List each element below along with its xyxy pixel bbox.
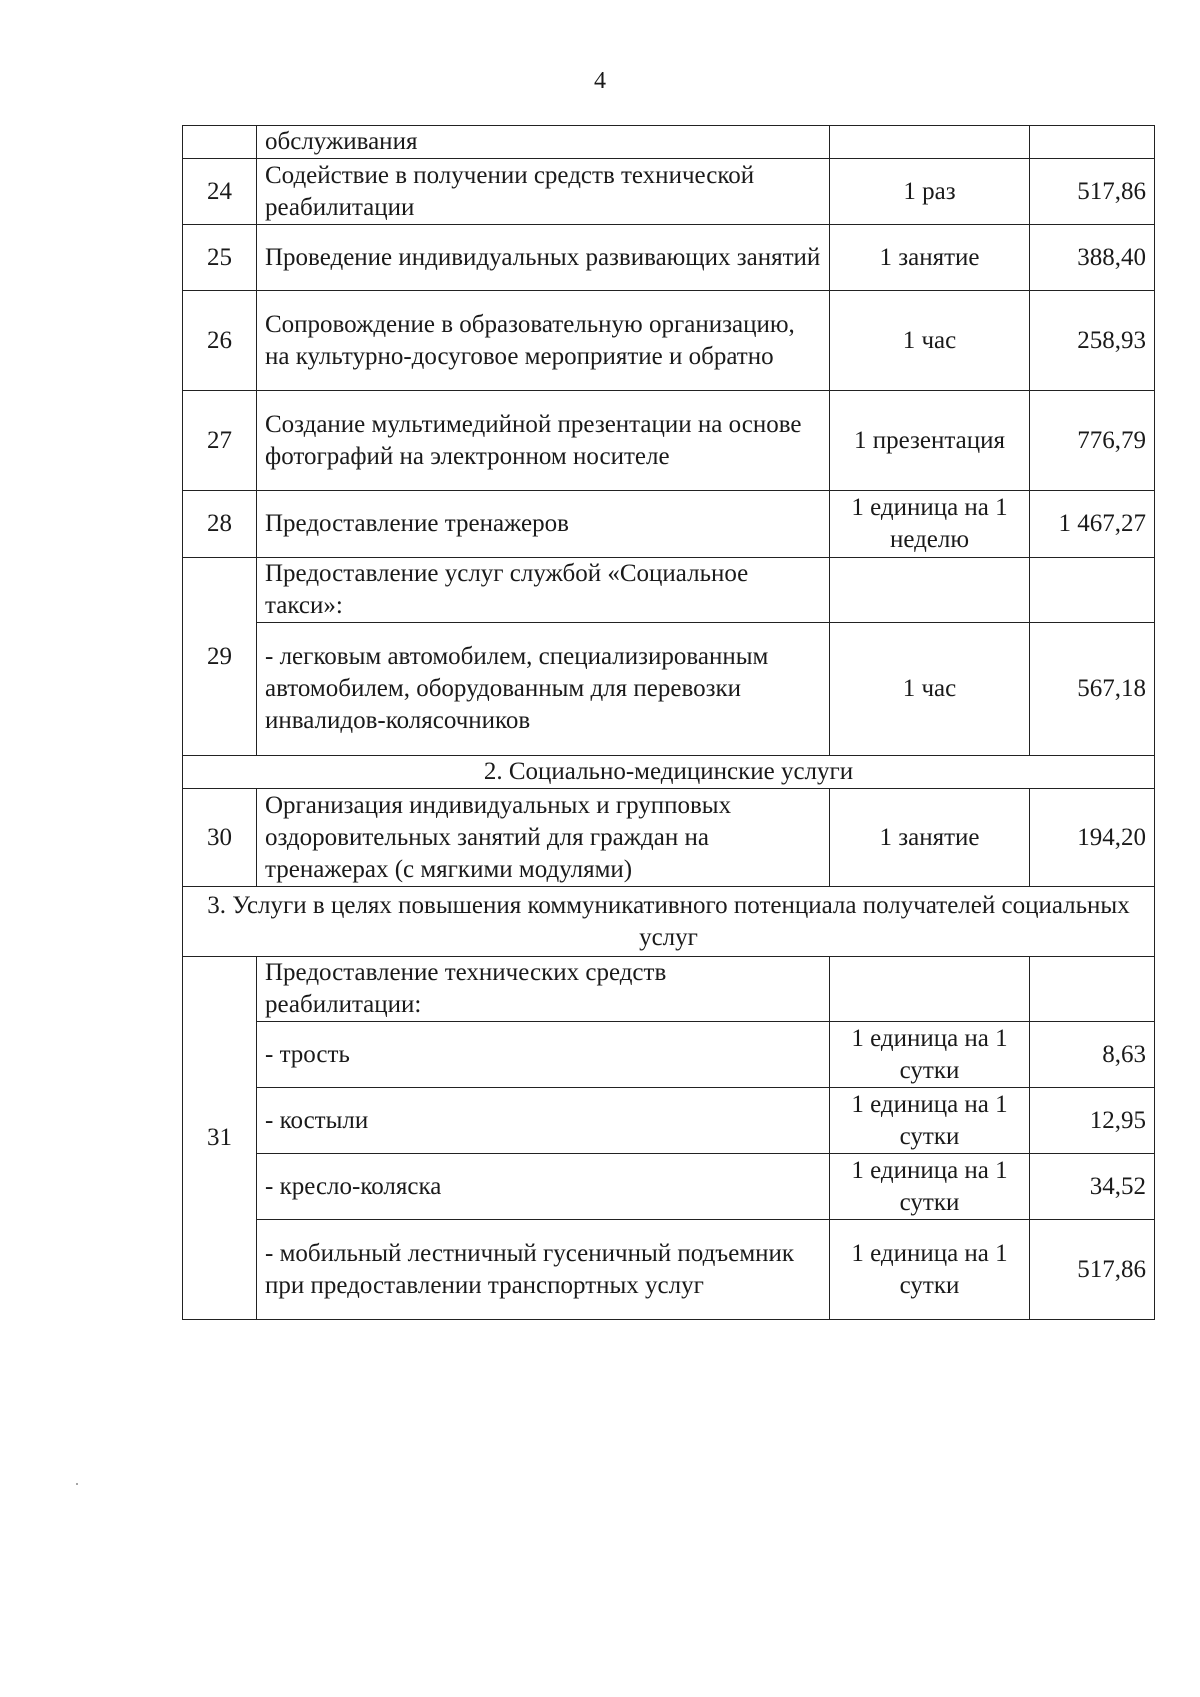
cell-service-name: обслуживания: [257, 126, 830, 159]
cell-service-name: Организация индивидуальных и групповых оздоровительных занятий для граждан на тренажерах (с мягкими модулями): [257, 789, 830, 887]
cell-service-name: Содействие в получении средств технической реабилитации: [257, 159, 830, 225]
table-row-group: [183, 558, 1155, 623]
cell-service-name: Предоставление тренажеров: [257, 491, 830, 558]
tariff-table-body: [183, 126, 1155, 1320]
cell-price: 517,86: [1030, 1220, 1155, 1320]
tariff-table: [182, 125, 1155, 1320]
cell-price: 258,93: [1030, 291, 1155, 391]
cell-unit: 1 единица на 1 сутки: [830, 1088, 1030, 1154]
table-subrow: [183, 1220, 1155, 1320]
cell-price: 1 467,27: [1030, 491, 1155, 558]
cell-unit: 1 презентация: [830, 391, 1030, 491]
cell-price: 388,40: [1030, 225, 1155, 291]
table-subrow: [183, 1154, 1155, 1220]
table-row-group: [183, 957, 1155, 1022]
cell-service-name: - мобильный лестничный гусеничный подъемник при предоставлении транспортных услуг: [257, 1220, 830, 1320]
cell-unit: [830, 957, 1030, 1022]
cell-num: 24: [183, 159, 257, 225]
cell-unit: 1 час: [830, 623, 1030, 756]
cell-unit: [830, 126, 1030, 159]
scan-speck: [76, 1483, 78, 1485]
table-row-continuation: [183, 126, 1155, 159]
section-title: 3. Услуги в целях повышения коммуникативного потенциала получателей социальных услуг: [183, 887, 1155, 957]
cell-price: 34,52: [1030, 1154, 1155, 1220]
cell-price: 194,20: [1030, 789, 1155, 887]
cell-service-name: Проведение индивидуальных развивающих занятий: [257, 225, 830, 291]
cell-price: 517,86: [1030, 159, 1155, 225]
table-subrow: [183, 623, 1155, 756]
cell-num: 25: [183, 225, 257, 291]
cell-service-name: Предоставление услуг службой «Социальное такси»:: [257, 558, 830, 623]
section-title: 2. Социально-медицинские услуги: [183, 756, 1155, 789]
cell-price: [1030, 558, 1155, 623]
cell-service-name: Создание мультимедийной презентации на основе фотографий на электронном носителе: [257, 391, 830, 491]
table-subrow: [183, 1022, 1155, 1088]
cell-num: 31: [183, 957, 257, 1320]
cell-price: [1030, 126, 1155, 159]
page-number: 4: [594, 68, 606, 94]
section-row: [183, 756, 1155, 789]
cell-unit: 1 час: [830, 291, 1030, 391]
cell-unit: 1 занятие: [830, 789, 1030, 887]
cell-price: 567,18: [1030, 623, 1155, 756]
table-row: [183, 159, 1155, 225]
table-row: [183, 291, 1155, 391]
cell-price: 776,79: [1030, 391, 1155, 491]
cell-num: 30: [183, 789, 257, 887]
cell-service-name: Сопровождение в образовательную организацию, на культурно-досуговое мероприятие и обратно: [257, 291, 830, 391]
table-row: [183, 225, 1155, 291]
cell-num: 27: [183, 391, 257, 491]
table-row: [183, 491, 1155, 558]
cell-unit: 1 единица на 1 сутки: [830, 1220, 1030, 1320]
cell-num: [183, 126, 257, 159]
cell-unit: 1 единица на 1 неделю: [830, 491, 1030, 558]
cell-num: 29: [183, 558, 257, 756]
cell-unit: [830, 558, 1030, 623]
cell-unit: 1 единица на 1 сутки: [830, 1154, 1030, 1220]
cell-price: 8,63: [1030, 1022, 1155, 1088]
cell-service-name: - костыли: [257, 1088, 830, 1154]
cell-unit: 1 раз: [830, 159, 1030, 225]
cell-num: 26: [183, 291, 257, 391]
table-subrow: [183, 1088, 1155, 1154]
table-row: [183, 391, 1155, 491]
cell-service-name: - трость: [257, 1022, 830, 1088]
table-row: [183, 789, 1155, 887]
cell-unit: 1 занятие: [830, 225, 1030, 291]
cell-unit: 1 единица на 1 сутки: [830, 1022, 1030, 1088]
cell-price: 12,95: [1030, 1088, 1155, 1154]
cell-num: 28: [183, 491, 257, 558]
cell-service-name: - легковым автомобилем, специализированным автомобилем, оборудованным для перевозки инвалидов-колясочников: [257, 623, 830, 756]
cell-service-name: - кресло-коляска: [257, 1154, 830, 1220]
section-row: [183, 887, 1155, 957]
cell-service-name: Предоставление технических средств реабилитации:: [257, 957, 830, 1022]
cell-price: [1030, 957, 1155, 1022]
